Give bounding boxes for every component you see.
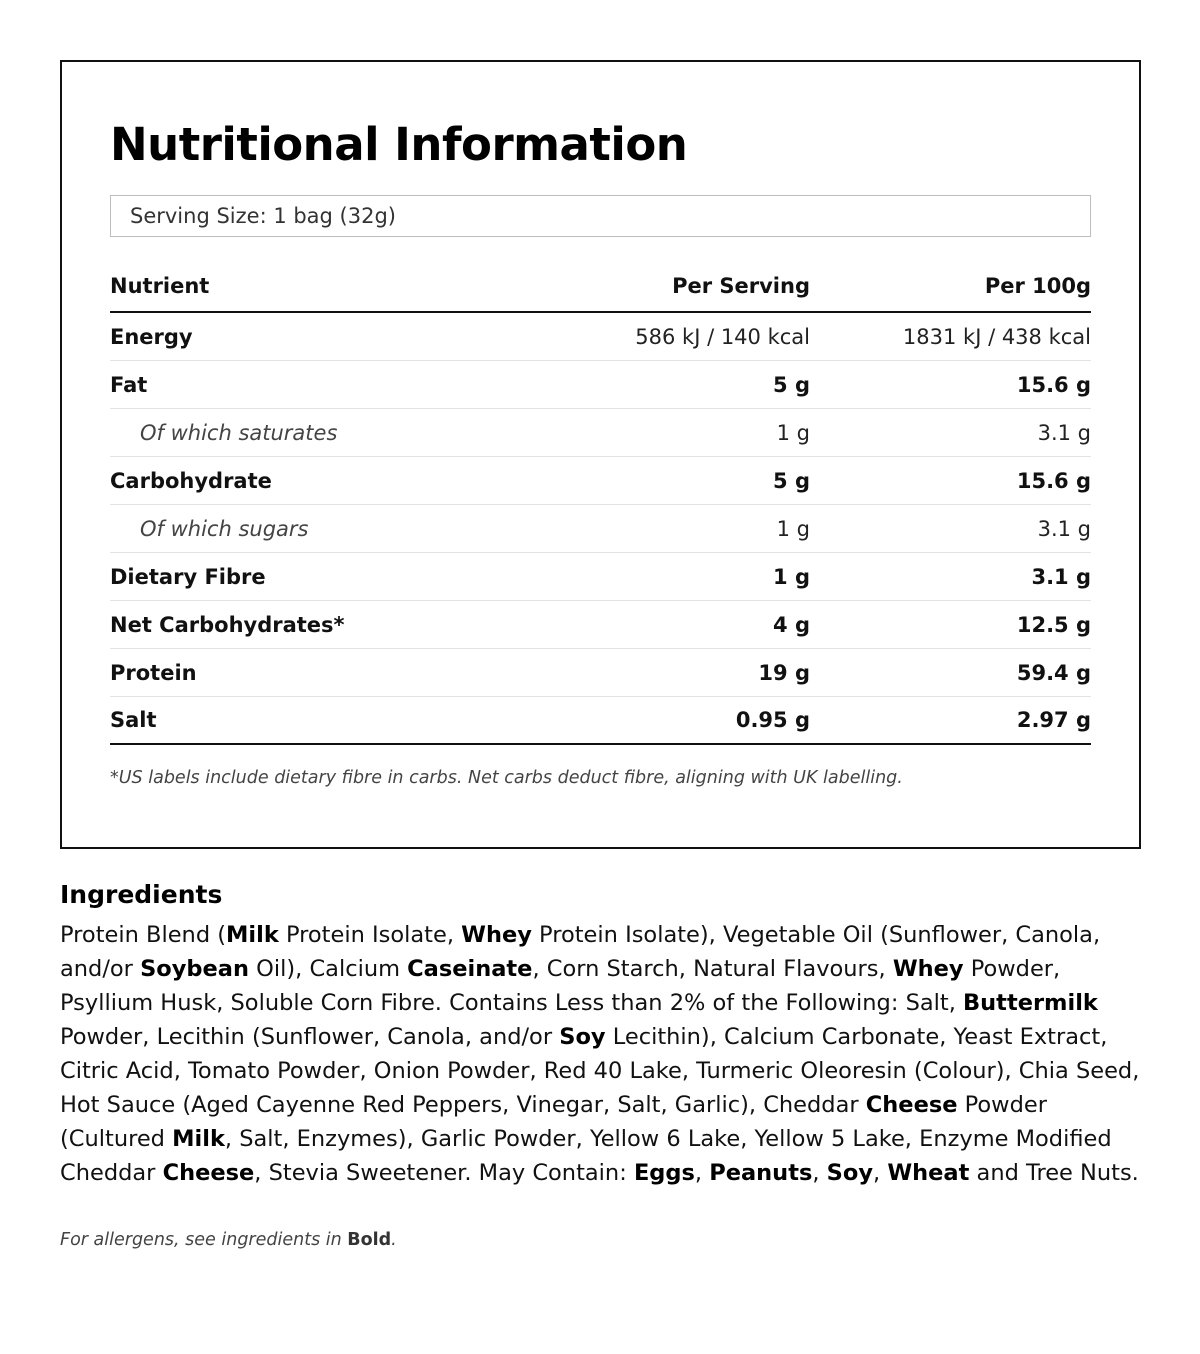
ingredients-text: [60, 918, 1145, 1190]
ingredient-text: , Salt, Enzymes), Garlic Powder, Yellow 6 Lake, Yellow 5 Lake, Enzyme Modified Cheddar: [60, 1126, 1112, 1186]
per-serving-value: 19 g: [758, 660, 810, 685]
allergen-term: Caseinate: [407, 956, 533, 982]
allergen-note: [60, 1230, 397, 1250]
nutrition-panel: [60, 60, 1141, 849]
allergen-note-prefix: For allergens, see ingredients in: [60, 1230, 348, 1250]
header-per-serving: Per Serving: [672, 274, 810, 298]
table-row: [110, 361, 1091, 409]
per-100g-value: 1831 kJ / 438 kcal: [902, 324, 1091, 349]
table-row: [110, 553, 1091, 601]
nutrient-name: Of which sugars: [140, 516, 309, 541]
nutrient-name: Fat: [110, 372, 148, 397]
ingredient-text: , Corn Starch, Natural Flavours,: [532, 956, 893, 982]
per-serving-value: 586 kJ / 140 kcal: [635, 324, 810, 349]
allergen-note-suffix: .: [391, 1230, 397, 1250]
per-100g-value: 3.1 g: [1037, 516, 1091, 541]
allergen-term: Cheese: [162, 1160, 255, 1186]
allergen-note-bold: Bold: [347, 1230, 392, 1250]
allergen-term: Whey: [461, 922, 532, 948]
table-row: [110, 313, 1091, 361]
serving-size: Serving Size: 1 bag (32g): [110, 195, 1091, 237]
ingredient-text: Oil), Calcium: [249, 956, 408, 982]
per-serving-value: 1 g: [776, 420, 810, 445]
ingredient-text: Powder, Lecithin (Sunflower, Canola, and/or: [60, 1024, 560, 1050]
allergen-term: Eggs: [633, 1160, 695, 1186]
nutrient-name: Energy: [110, 324, 193, 349]
per-serving-value: 1 g: [776, 516, 810, 541]
allergen-term: Soy: [826, 1160, 874, 1186]
net-carbs-footnote: *US labels include dietary fibre in carbs. Net carbs deduct fibre, aligning with UK labelling.: [110, 768, 903, 788]
table-row: [110, 505, 1091, 553]
nutrition-title: Nutritional Information: [110, 118, 688, 171]
allergen-term: Milk: [172, 1126, 225, 1152]
allergen-term: Milk: [226, 922, 279, 948]
table-row: [110, 601, 1091, 649]
nutrient-name: Of which saturates: [140, 420, 338, 445]
allergen-term: Whey: [892, 956, 964, 982]
per-100g-value: 3.1 g: [1037, 420, 1091, 445]
ingredient-text: Protein Isolate,: [278, 922, 462, 948]
table-row: [110, 697, 1091, 745]
table-row: [110, 649, 1091, 697]
ingredient-text: ,: [873, 1160, 888, 1186]
nutrient-name: Salt: [110, 708, 157, 732]
allergen-term: Peanuts: [709, 1160, 813, 1186]
ingredient-text: ,: [694, 1160, 710, 1186]
per-serving-value: 5 g: [773, 468, 810, 493]
allergen-term: Soybean: [140, 956, 249, 982]
nutrient-name: Protein: [110, 660, 197, 685]
nutrient-name: Carbohydrate: [110, 468, 272, 493]
per-serving-value: 0.95 g: [735, 708, 810, 732]
ingredient-text: Protein Blend (: [60, 922, 227, 948]
allergen-term: Cheese: [865, 1092, 958, 1118]
per-100g-value: 15.6 g: [1016, 468, 1091, 493]
ingredient-text: Powder, Psyllium Husk, Soluble Corn Fibre. Contains Less than 2% of the Following: Salt,: [60, 956, 1061, 1016]
header-nutrient: Nutrient: [110, 274, 210, 298]
allergen-term: Wheat: [887, 1160, 970, 1186]
table-header: [110, 257, 1091, 313]
nutrition-table: [110, 257, 1091, 745]
table-row: [110, 457, 1091, 505]
header-per-100g: Per 100g: [984, 274, 1091, 298]
per-100g-value: 12.5 g: [1016, 612, 1091, 637]
nutrient-name: Net Carbohydrates*: [110, 612, 345, 637]
per-serving-value: 1 g: [773, 564, 810, 589]
per-serving-value: 4 g: [773, 612, 810, 637]
ingredient-text: , Stevia Sweetener. May Contain:: [254, 1160, 634, 1186]
per-100g-value: 59.4 g: [1016, 660, 1091, 685]
per-100g-value: 3.1 g: [1031, 564, 1091, 589]
per-100g-value: 15.6 g: [1016, 372, 1091, 397]
ingredients-title: Ingredients: [60, 880, 223, 909]
nutrient-name: Dietary Fibre: [110, 564, 266, 589]
allergen-term: Soy: [559, 1024, 606, 1050]
ingredient-text: ,: [812, 1160, 827, 1186]
ingredient-text: and Tree Nuts.: [969, 1160, 1139, 1186]
per-100g-value: 2.97 g: [1016, 708, 1091, 732]
ingredient-text: Protein Isolate), Vegetable Oil (Sunflower, Canola, and/or: [60, 922, 1101, 982]
ingredient-text: Powder (Cultured: [60, 1092, 1047, 1152]
per-serving-value: 5 g: [773, 372, 810, 397]
allergen-term: Buttermilk: [963, 990, 1098, 1016]
ingredient-text: Lecithin), Calcium Carbonate, Yeast Extract, Citric Acid, Tomato Powder, Onion Powder, Red 40 Lake, Turmeric Oleoresin (Colour), Chia Seed, Hot Sauce (Aged Cayenne Red Peppers, Vinegar, Salt, Garlic), Cheddar: [60, 1024, 1140, 1118]
table-row: [110, 409, 1091, 457]
